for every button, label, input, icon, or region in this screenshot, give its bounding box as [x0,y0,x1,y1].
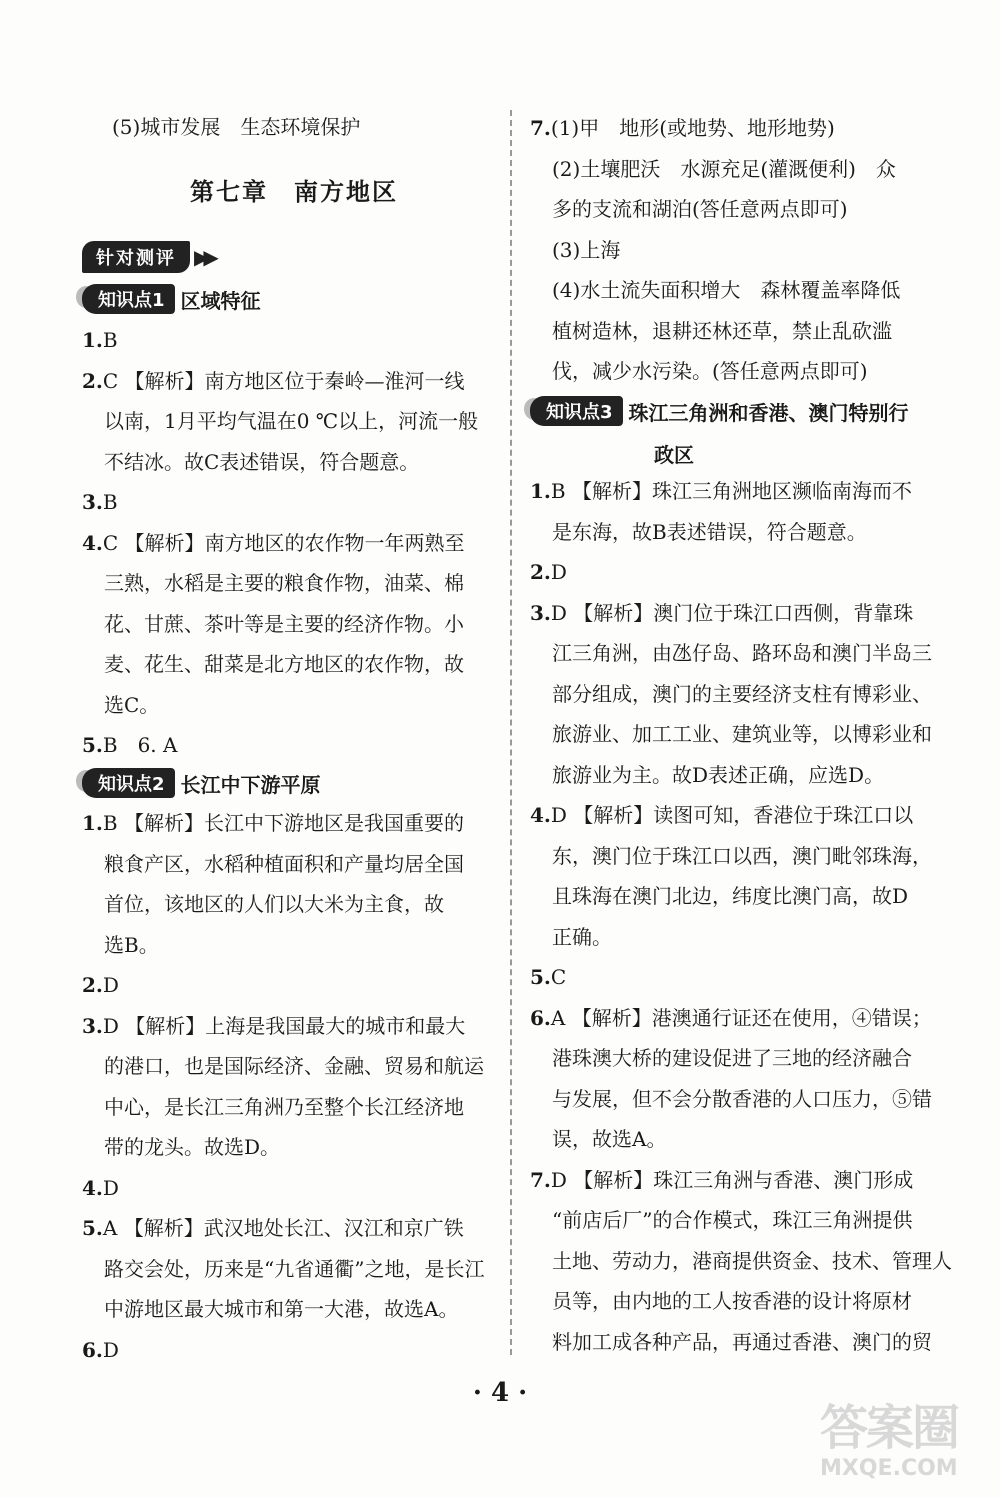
answer-line [82,730,177,760]
question-number: 2. [530,560,551,584]
intro-line: (5)城市发展 生态环境保护 [112,115,361,139]
answer-text: 误，故选A。 [552,1127,667,1151]
answer-text: A 【解析】武汉地处长江、汉江和京广铁 [102,1216,464,1240]
answer-text: 不结冰。故C表述错误，符合题意。 [104,449,420,474]
answer-line [104,849,464,879]
answer-text: B [102,328,118,352]
answer-line [552,881,908,911]
question-number: 4. [82,530,103,555]
answer-line [552,154,896,184]
answer-text: D [102,1175,119,1200]
answer-text: 是东海，故B表述错误，符合题意。 [552,519,867,544]
answer-text: A 【解析】港澳通行证还在使用，④错误； [550,1005,932,1030]
answer-text: 粮食产区，水稻种植面积和产量均居全国 [104,851,464,876]
answer-line [104,568,464,598]
answer-text: 选C。 [104,692,160,717]
column-divider [510,110,512,1355]
answer-text: D 【解析】读图可知，香港位于珠江口以 [550,803,914,827]
answer-text: B 【解析】长江中下游地区是我国重要的 [102,811,464,835]
answer-text: “前店后厂”的合作模式，珠江三角洲提供 [552,1208,913,1232]
question-number: 1. [82,328,103,352]
answer-line [552,517,867,547]
answer-text: 中游地区最大城市和第一大港，故选A。 [104,1297,459,1321]
knowledge-point-badge: 知识点3 [530,396,623,426]
answer-line [552,1246,952,1276]
answer-text: 麦、花生、甜菜是北方地区的农作物，故 [104,652,464,676]
page-number: · 4 · [472,1378,528,1408]
question-number: 7. [530,116,551,140]
question-number: 3. [82,1013,103,1038]
answer-line [104,930,159,960]
answer-line [104,690,159,720]
answer-line [552,760,884,790]
question-number: 6. [530,1005,551,1030]
answer-line [82,808,464,838]
answer-line [82,487,118,517]
answer-text: 的港口，也是国际经济、金融、贸易和航运 [104,1054,484,1078]
knowledge-point-2-banner [82,768,321,798]
answer-line [552,1286,912,1316]
answer-text: 中心，是长江三角洲乃至整个长江经济地 [104,1094,464,1119]
answer-line [104,406,478,436]
answer-text: 与发展，但不会分散香港的人口压力，⑤错 [552,1086,932,1111]
answer-line [552,1084,932,1114]
knowledge-point-badge: 知识点2 [82,768,175,798]
knowledge-point-1-banner [82,284,261,314]
answer-text: D [102,1337,119,1362]
answer-line [530,1165,913,1195]
answer-text: 东，澳门位于珠江口以西，澳门毗邻珠海， [552,843,932,868]
question-number: 1. [530,479,551,503]
answer-text: 带的龙头。故选D。 [104,1135,281,1159]
answer-text: 员等，由内地的工人按香港的设计将原材 [552,1289,912,1313]
question-number: 4. [82,1175,103,1200]
answer-text: D [550,560,567,584]
answer-line [530,962,566,992]
answer-line [552,356,868,386]
knowledge-point-title: 区域特征 [180,288,261,313]
answer-line [552,275,900,305]
question-number: 6. [82,1337,103,1362]
answer-text: 首位，该地区的人们以大米为主食，故 [104,892,444,916]
answer-line [104,1132,280,1162]
answer-text: B 6. A [102,733,178,757]
answer-line [552,841,932,871]
answer-line [104,889,444,919]
answer-line [104,649,464,679]
answer-line [82,366,465,396]
question-number: 7. [530,1167,551,1192]
answer-text: 选B。 [104,932,159,957]
question-number: 3. [82,490,103,514]
answer-line [530,557,567,587]
answer-line [552,316,892,346]
answer-text: C 【解析】南方地区位于秦岭—淮河一线 [102,368,465,393]
answer-line [552,1043,912,1073]
answer-text: (1)甲 地形(或地势、地形地势) [550,116,835,140]
answer-text: 三熟，水稻是主要的粮食作物，油菜、棉 [104,571,464,595]
answer-text: D 【解析】澳门位于珠江口西侧，背靠珠 [550,600,914,625]
question-number: 2. [82,368,103,393]
answer-line [82,970,119,1000]
answer-line [552,235,620,265]
answer-text: 花、甘蔗、茶叶等是主要的经济作物。小 [104,611,464,636]
answer-text: 料加工成各种产品，再通过香港、澳门的贸 [552,1329,932,1354]
answer-line [104,1254,484,1284]
answer-line [104,609,464,639]
answer-text: (4)水土流失面积增大 森林覆盖率降低 [552,278,901,302]
question-number: 5. [82,733,103,757]
question-number: 2. [82,973,103,997]
answer-text: (2)土壤肥沃 水源充足(灌溉便利) 众 [552,156,896,181]
answer-line [530,598,913,628]
answer-line [530,800,913,830]
knowledge-point-title: 珠江三角洲和香港、澳门特别行 [628,400,909,425]
answer-line [530,476,912,506]
answer-line [82,1173,119,1203]
question-number: 5. [82,1216,103,1240]
answer-text: 伐，减少水污染。(答任意两点即可) [552,359,868,383]
watermark-logo [820,1400,990,1490]
knowledge-point-title: 长江中下游平原 [180,772,321,797]
knowledge-point-badge: 知识点1 [82,284,175,314]
answer-line [552,719,932,749]
answer-text: 港珠澳大桥的建设促进了三地的经济融合 [552,1046,912,1070]
knowledge-point-3-banner [530,396,909,426]
answer-text: 旅游业、加工工业、建筑业等，以博彩业和 [552,722,932,746]
answer-line [104,1294,458,1324]
answer-text: D 【解析】上海是我国最大的城市和最大 [102,1013,466,1038]
answer-text: 江三角洲，由氹仔岛、路环岛和澳门半岛三 [552,641,932,665]
answer-text: D [102,973,119,997]
answer-text: 以南，1月平均气温在0 ℃以上，河流一般 [104,409,479,433]
answer-line [82,528,465,558]
answer-line [552,1124,666,1154]
answer-text: 部分组成，澳门的主要经济支柱有博彩业、 [552,681,932,706]
question-number: 1. [82,811,103,835]
answer-text: 土地、劳动力，港商提供资金、技术、管理人 [552,1248,952,1273]
answer-text: C [550,965,567,989]
knowledge-point-title-cont: 政区 [654,443,694,467]
answer-line [552,922,612,952]
answer-text: 多的支流和湖泊(答任意两点即可) [552,197,848,221]
evaluation-banner [82,240,213,274]
question-number: 5. [530,965,551,989]
answer-text: D 【解析】珠江三角洲与香港、澳门形成 [550,1167,914,1192]
answer-text: 正确。 [552,924,612,949]
evaluation-label: 针对测评 [82,241,190,273]
question-number: 3. [530,600,551,625]
answer-line [552,1205,912,1235]
answer-text: C 【解析】南方地区的农作物一年两熟至 [102,530,465,555]
answer-text: 植树造林，退耕还林还草，禁止乱砍滥 [552,318,892,343]
watermark-text: 答案圈 [820,1400,959,1456]
answer-line [82,1011,465,1041]
answer-line [82,325,118,355]
answer-text: 且珠海在澳门北边，纬度比澳门高，故D [552,884,909,908]
answer-line [552,679,932,709]
answer-line [104,1092,464,1122]
answer-line [530,1003,932,1033]
answer-text: 路交会处，历来是“九省通衢”之地，是长江 [104,1256,485,1281]
watermark-url: MXQE.COM [820,1456,958,1481]
arrow-icon: ▶▶ [194,245,213,269]
answer-line [104,1051,484,1081]
answer-text: B [102,490,118,514]
answer-text: (3)上海 [552,237,621,262]
answer-line [552,638,932,668]
answer-line [530,113,835,143]
answer-line [552,1327,932,1357]
answer-line [82,1213,464,1243]
answer-text: B 【解析】珠江三角洲地区濒临南海而不 [550,479,912,503]
answer-line [552,194,848,224]
chapter-title: 第七章 南方地区 [190,177,398,206]
answer-line [82,1335,119,1365]
question-number: 4. [530,803,551,827]
answer-line [104,447,419,477]
answer-text: 旅游业为主。故D表述正确，应选D。 [552,762,885,787]
